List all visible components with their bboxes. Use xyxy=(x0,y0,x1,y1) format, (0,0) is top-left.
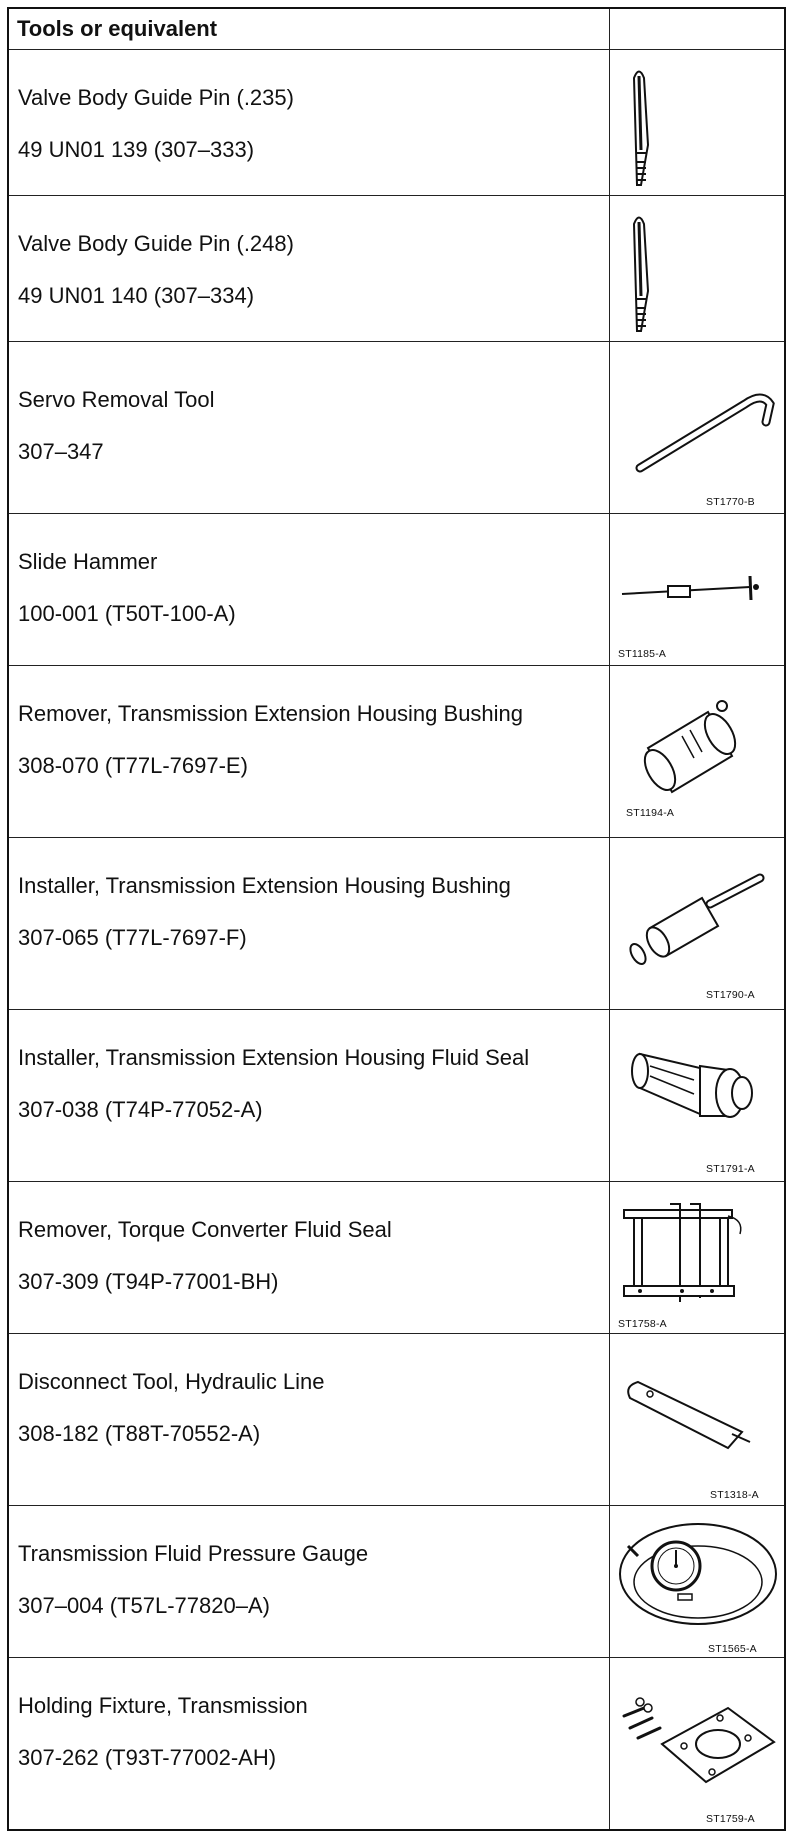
tool-number: 49 UN01 139 (307–333) xyxy=(18,137,255,162)
tool-number: 100-001 (T50T-100-A) xyxy=(18,601,236,626)
slide-hammer-illustration xyxy=(610,514,786,666)
illustration-code: ST1791-A xyxy=(705,1163,755,1175)
tool-image-cell xyxy=(609,838,785,1010)
tool-image-cell xyxy=(609,342,785,514)
tool-text-cell xyxy=(8,666,609,838)
table-row xyxy=(8,196,785,342)
guide-pin-illustration xyxy=(610,50,786,196)
tool-name: Slide Hammer xyxy=(18,549,158,574)
tool-name: Installer, Transmission Extension Housing Bushing xyxy=(18,873,511,898)
tool-text-cell xyxy=(8,1010,609,1182)
pressure-gauge-illustration xyxy=(610,1506,786,1658)
tool-text-cell xyxy=(8,50,609,196)
tool-name: Disconnect Tool, Hydraulic Line xyxy=(18,1369,325,1394)
tool-text-cell xyxy=(8,1658,609,1830)
tool-text-cell xyxy=(8,838,609,1010)
tool-image-cell xyxy=(609,1506,785,1658)
tool-name: Remover, Torque Converter Fluid Seal xyxy=(18,1217,392,1242)
tool-number: 308-070 (T77L-7697-E) xyxy=(18,753,248,778)
illustration-code: ST1318-A xyxy=(709,1489,759,1501)
table-row xyxy=(8,1506,785,1658)
disconnect-tool-illustration xyxy=(610,1334,786,1506)
tool-image-cell xyxy=(609,1334,785,1506)
tool-image-cell xyxy=(609,196,785,342)
table-header: Tools or equivalent xyxy=(8,8,609,50)
tool-text-cell xyxy=(8,196,609,342)
tool-name: Installer, Transmission Extension Housing Fluid Seal xyxy=(18,1045,530,1070)
tool-name: Holding Fixture, Transmission xyxy=(18,1693,308,1718)
guide-pin-illustration xyxy=(610,196,786,342)
table-row xyxy=(8,838,785,1010)
tool-number: 307-065 (T77L-7697-F) xyxy=(18,925,247,950)
tool-image-cell xyxy=(609,50,785,196)
header-row xyxy=(8,8,785,50)
tool-text-cell xyxy=(8,342,609,514)
tools-table xyxy=(7,7,786,1831)
tool-text-cell xyxy=(8,1334,609,1506)
tool-image-cell xyxy=(609,1010,785,1182)
seal-remover-illustration xyxy=(610,1182,786,1334)
illustration-code: ST1185-A xyxy=(617,648,666,660)
table-row xyxy=(8,1010,785,1182)
tool-image-cell xyxy=(609,666,785,838)
tool-name: Valve Body Guide Pin (.235) xyxy=(18,85,294,110)
tool-number: 307-309 (T94P-77001-BH) xyxy=(18,1269,279,1294)
header-blank-cell xyxy=(609,8,785,50)
tool-number: 308-182 (T88T-70552-A) xyxy=(18,1421,261,1446)
servo-removal-tool-illustration xyxy=(610,342,786,514)
tool-number: 307–347 xyxy=(18,439,104,464)
holding-fixture-illustration xyxy=(610,1658,786,1830)
illustration-code: ST1759-A xyxy=(705,1813,755,1825)
seal-installer-illustration xyxy=(610,1010,786,1182)
table-row xyxy=(8,1182,785,1334)
tool-name: Transmission Fluid Pressure Gauge xyxy=(18,1541,369,1566)
illustration-code: ST1194-A xyxy=(625,807,674,819)
tool-name: Servo Removal Tool xyxy=(18,387,215,412)
illustration-code: ST1790-A xyxy=(705,989,755,1001)
illustration-code: ST1565-A xyxy=(707,1643,757,1655)
tool-text-cell xyxy=(8,1506,609,1658)
tool-number: 307-262 (T93T-77002-AH) xyxy=(18,1745,277,1770)
tool-number: 49 UN01 140 (307–334) xyxy=(18,283,255,308)
tool-number: 307–004 (T57L-77820–A) xyxy=(18,1593,270,1618)
bushing-remover-illustration xyxy=(610,666,786,838)
tool-text-cell xyxy=(8,514,609,666)
table-row xyxy=(8,50,785,196)
illustration-code: ST1758-A xyxy=(617,1318,667,1330)
table-row xyxy=(8,666,785,838)
table-row xyxy=(8,342,785,514)
tool-image-cell xyxy=(609,514,785,666)
tool-text-cell xyxy=(8,1182,609,1334)
tool-number: 307-038 (T74P-77052-A) xyxy=(18,1097,263,1122)
tool-image-cell xyxy=(609,1182,785,1334)
illustration-code: ST1770-B xyxy=(705,496,755,508)
tool-image-cell xyxy=(609,1658,785,1830)
bushing-installer-illustration xyxy=(610,838,786,1010)
tool-name: Valve Body Guide Pin (.248) xyxy=(18,231,294,256)
table-row xyxy=(8,1658,785,1830)
table-row xyxy=(8,1334,785,1506)
tool-name: Remover, Transmission Extension Housing Bushing xyxy=(18,701,524,726)
table-row xyxy=(8,514,785,666)
